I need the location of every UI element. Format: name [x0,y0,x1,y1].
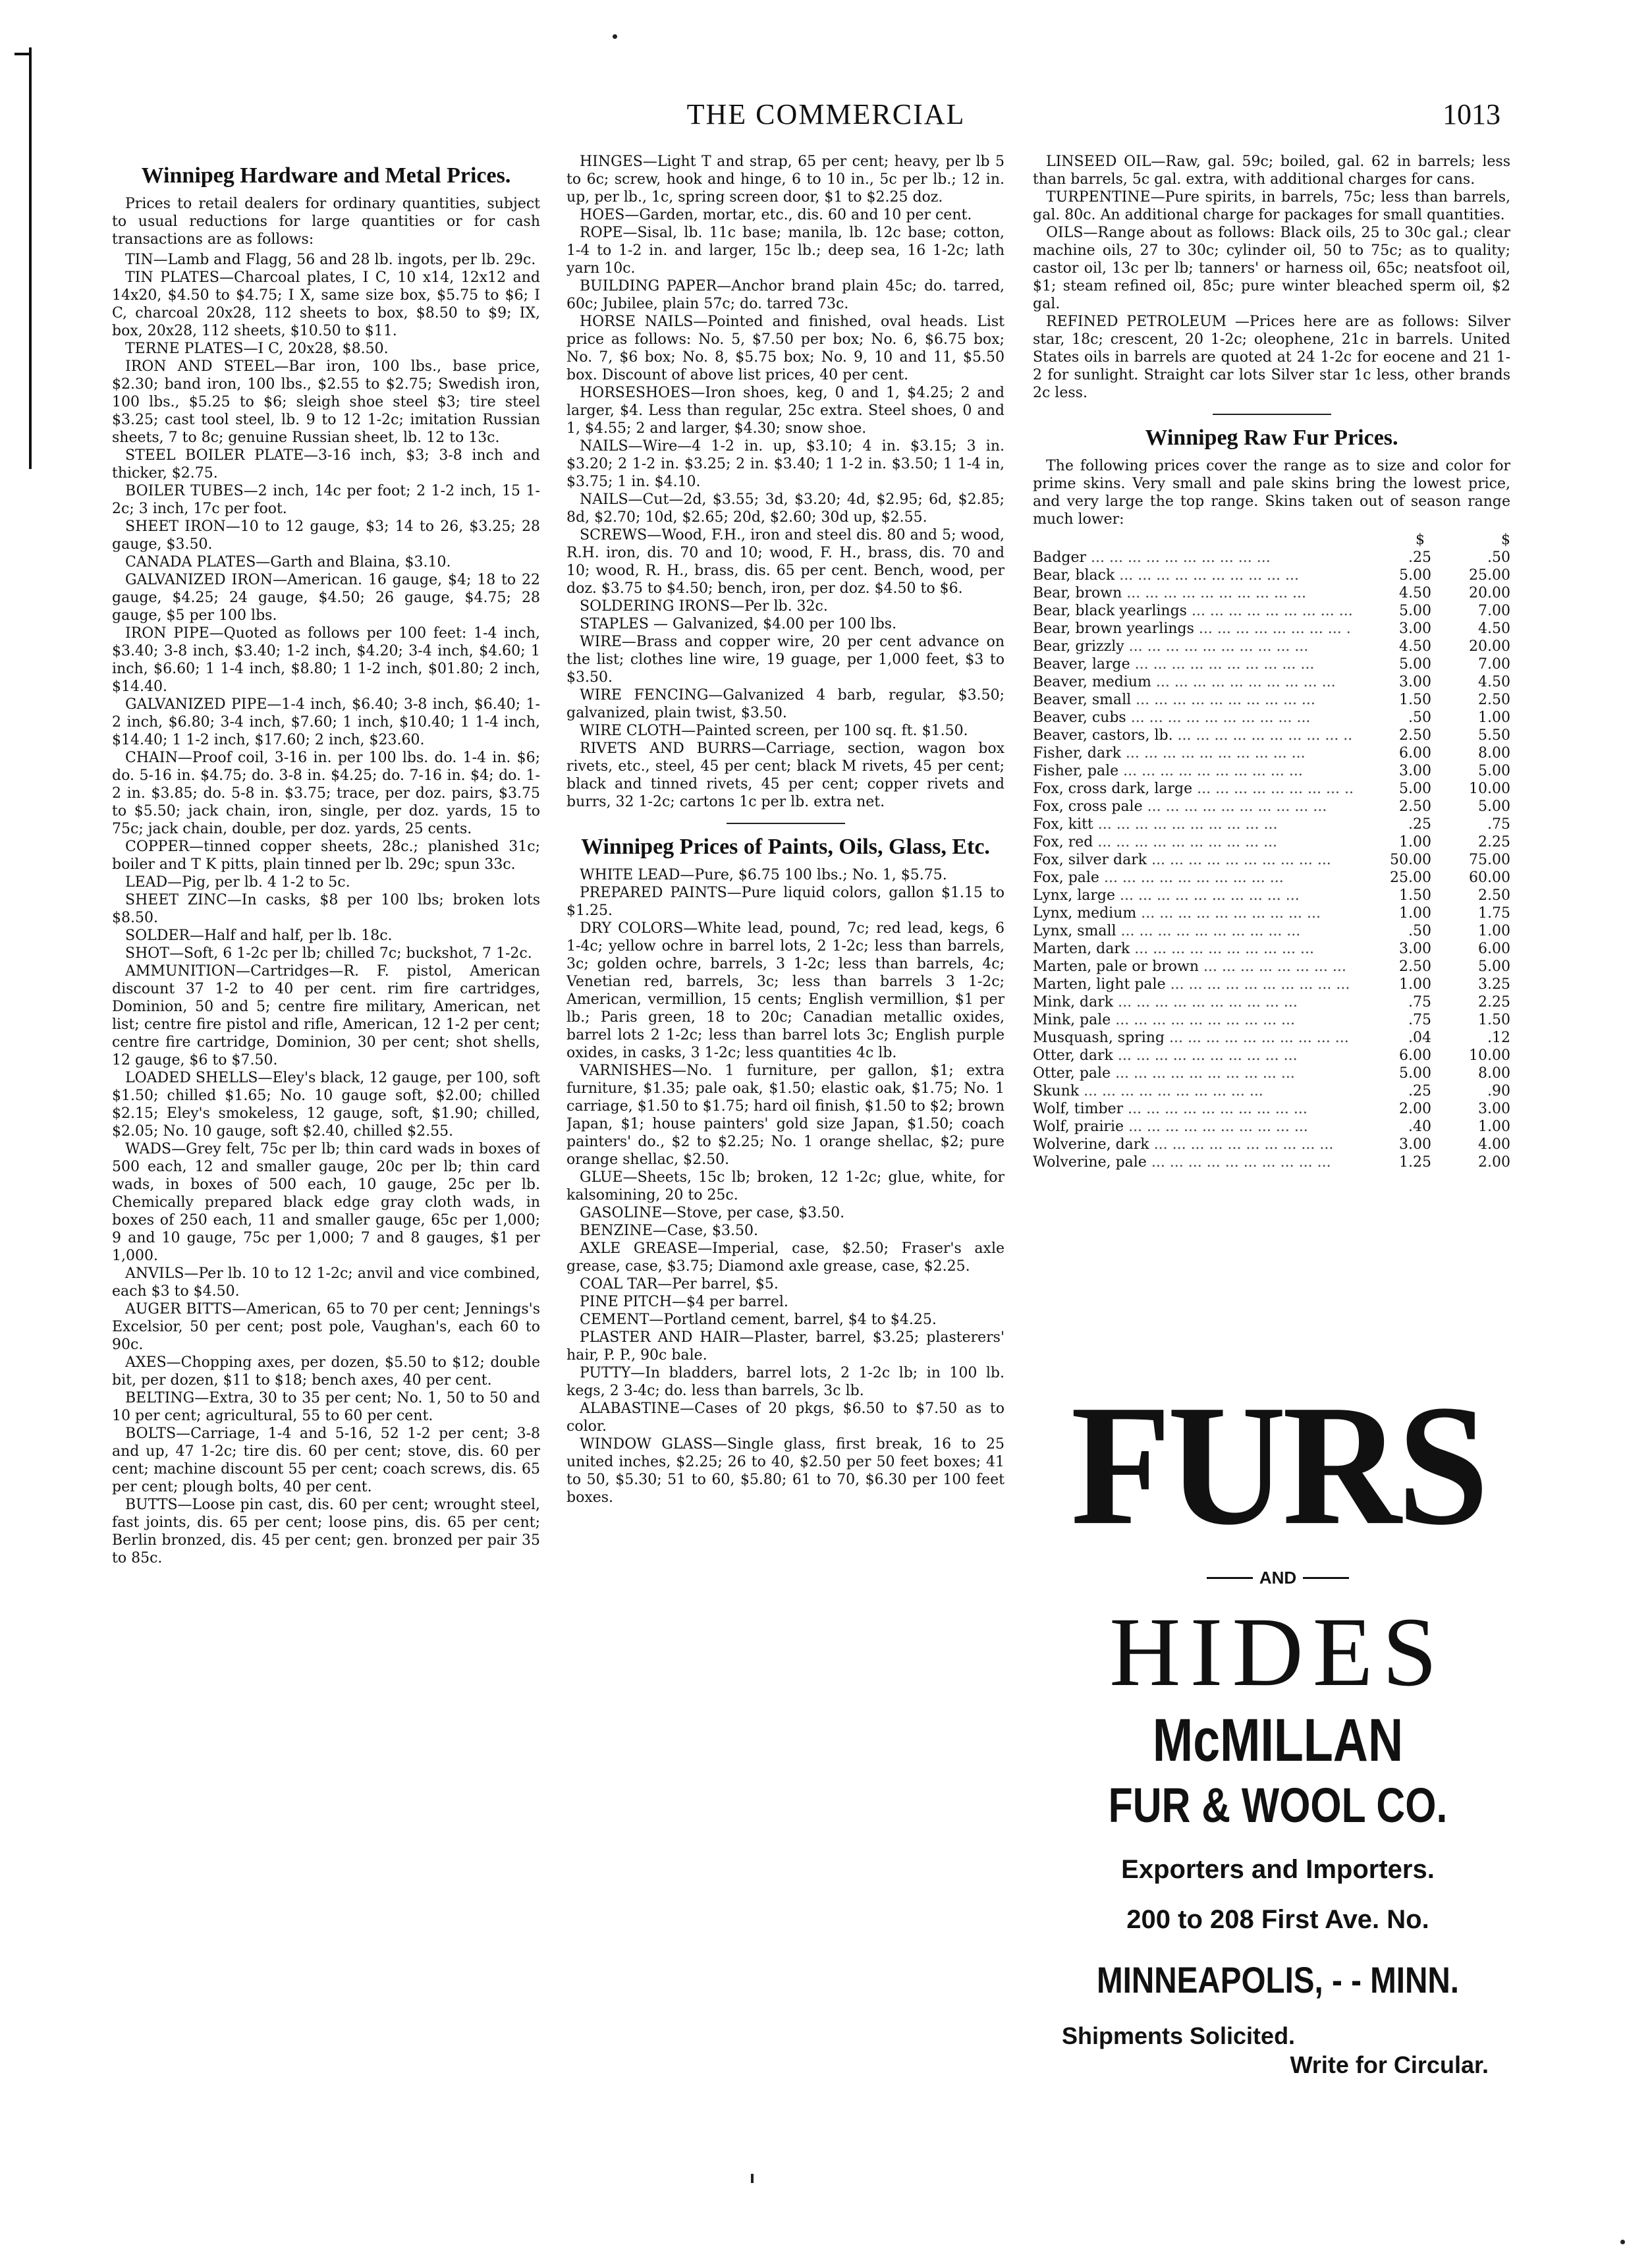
fur-name: Fox, cross dark, large ... . [1033,780,1352,798]
fur-name: Wolf, timber ... . [1033,1100,1352,1118]
fur-high-price: 1.00 [1431,709,1510,727]
fur-high-price: 1.00 [1431,1118,1510,1136]
fur-low-price: 3.00 [1352,620,1431,638]
paints-entry: WHITE LEAD—Pure, $6.75 100 lbs.; No. 1, $5.75. [580,867,947,883]
hardware-entry: LOADED SHELLS—Eley's black, 12 gauge, per 100, soft $1.50; chilled $1.65; No. 10 gauge soft, $2.00; chilled $2.15; Eley's smokeless, 12 gauge, soft, $1.90; chilled, $2.05; No. 10 gauge, soft $2.40, chilled $2.55. [112,1070,540,1140]
fur-price-row [1033,620,1510,638]
fur-low-price: 1.00 [1352,976,1431,993]
fur-price-row [1033,673,1510,691]
fur-low-price: .75 [1352,1011,1431,1029]
fur-low-price: 5.00 [1352,655,1431,673]
fur-name: Bear, brown yearlings ... . [1033,620,1352,638]
fur-price-row [1033,1047,1510,1065]
fur-name: Fox, cross pale ... . [1033,798,1352,816]
ad-tagline: Exporters and Importers. [1121,1855,1435,1884]
fur-low-price: 3.00 [1352,1136,1431,1153]
fur-low-price: .25 [1352,816,1431,833]
hardware-entry: IRON PIPE—Quoted as follows per 100 feet: 1-4 inch, $3.40; 3-8 inch, $3.40; 1-2 inch, $4.20; 3-4 inch, $4.60; 1 inch, $6.60; 1 1-4 inch, $8.80; 1 1-2 inch, $01.80; 2 inch, $14.40. [112,625,540,695]
fur-name: Lynx, small ... . [1033,922,1352,940]
print-speck [613,34,617,39]
column-1 [112,153,540,2215]
hardware-entry: TIN—Lamb and Flagg, 56 and 28 lb. ingots, per lb. 29c. [125,252,536,268]
ad-rule-left [1207,1577,1253,1579]
fur-name: Bear, brown ... . [1033,584,1352,602]
hardware_cont-entry: NAILS—Wire—4 1-2 in. up, $3.10; 4 in. $3.15; 3 in. $3.20; 2 1-2 in. $3.25; 2 in. $3.40; 1 1-2 in. $3.50; 1 1-4 in, $3.75; 1 in. $4.10. [566,438,1005,490]
fur-name: Wolverine, pale ... . [1033,1153,1352,1171]
fur-name: Mink, pale ... . [1033,1011,1352,1029]
low-price-header: $ [1416,532,1425,548]
fur-low-price: 4.50 [1352,638,1431,655]
paints-entry: VARNISHES—No. 1 furniture, per gallon, $1; extra furniture, $1.35; pale oak, $1.50; elastic oak, $1.75; No. 1 carriage, $1.50 to $1.75; hard oil finish, $1.50 to $2; brown Japan, $1; house painters' gold size Japan, $1.50; coach painters' do., $2 to $2.25; No. 1 orange shellac, $2; pure orange shellac, $2.50. [566,1063,1005,1168]
fur-name: Fox, silver dark ... . [1033,851,1352,869]
ad-shipments: Shipments Solicited. [1062,2022,1296,2049]
hardware-entry: BOILER TUBES—2 inch, 14c per foot; 2 1-2 inch, 15 1-2c; 3 inch, 17c per foot. [112,483,540,517]
oils-entry: REFINED PETROLEUM —Prices here are as follows: Silver star, 18c; crescent, 20 1-2c; oleophene, 21c in barrels. United States oils in barrels are quoted at 24 1-2c for eocene and 21 1-2 for sunlight. Straight car lots Silver star 1c less, other brands 2c less. [1033,314,1510,401]
fur-name: Lynx, large ... . [1033,887,1352,904]
fur-low-price: 5.00 [1352,1065,1431,1082]
hardware-entry: AUGER BITTS—American, 65 to 70 per cent; Jennings's Excelsior, 50 per cent; post pole, Vaughan's, each 60 to 90c. [112,1301,540,1353]
fur-price-row [1033,1153,1510,1171]
fur-name: Beaver, cubs ... . [1033,709,1352,727]
fur-high-price: .50 [1431,549,1510,567]
fur-high-price: 10.00 [1431,780,1510,798]
mcmillan-advertisement [1047,1369,1508,2167]
fur-price-row [1033,904,1510,922]
fur-high-price: 25.00 [1431,567,1510,584]
column-2 [566,153,1005,2169]
fur-name: Beaver, large ... . [1033,655,1352,673]
fur-low-price: 50.00 [1352,851,1431,869]
fur-name: Fisher, dark ... . [1033,744,1352,762]
furs-title: Winnipeg Raw Fur Prices. [1145,426,1398,450]
fur-high-price: 8.00 [1431,744,1510,762]
fur-high-price: 4.50 [1431,620,1510,638]
hardware-entry: LEAD—Pig, per lb. 4 1-2 to 5c. [125,874,350,891]
furs-intro: The following prices cover the range as to size and color for prime skins. Very small and pale skins bring the lowest price, and very large the top range. Skins taken out of season range much lower: [1033,458,1510,528]
fur-low-price: .75 [1352,993,1431,1011]
paints-price-list [566,866,1005,1507]
page-number: 1013 [1443,98,1501,130]
fur-low-price: .50 [1352,922,1431,940]
paints-title: Winnipeg Prices of Paints, Oils, Glass, Etc. [581,835,990,859]
fur-low-price: .04 [1352,1029,1431,1047]
fur-low-price: 5.00 [1352,780,1431,798]
hardware-price-list [112,251,540,1567]
fur-name: Beaver, castors, lb. ... . [1033,727,1352,744]
fur-low-price: .40 [1352,1118,1431,1136]
hardware-entry: AXES—Chopping axes, per dozen, $5.50 to $12; double bit, per dozen, $11 to $18; bench axes, 40 per cent. [112,1354,540,1389]
paints-entry: PREPARED PAINTS—Pure liquid colors, gallon $1.15 to $1.25. [566,885,1005,919]
fur-price-row [1033,1100,1510,1118]
fur-price-row [1033,691,1510,709]
fur-high-price: 20.00 [1431,638,1510,655]
fur-high-price: 2.50 [1431,691,1510,709]
hardware-entry: STEEL BOILER PLATE—3-16 inch, $3; 3-8 inch and thicker, $2.75. [112,447,540,482]
hardware-entry: GALVANIZED IRON—American. 16 gauge, $4; 18 to 22 gauge, $4.25; 24 gauge, $4.50; 26 gauge, $4.75; 28 gauge, $5 per 100 lbs. [112,572,540,624]
fur-name: Fox, pale ... . [1033,869,1352,887]
fur-price-table [1033,549,1510,1171]
fur-price-row [1033,727,1510,744]
paints-entry: DRY COLORS—White lead, pound, 7c; red lead, kegs, 6 1-4c; yellow ochre in barrel lots, 2 1-2c; less than barrels, 3c; golden ochre, barrels, 3 1-2c; less than barrels, 4c; Venetian red, barrels, 3c; less than barrels 3 1-2c; American, vermillion, 15 cents; English vermillion, $1 per lb.; Paris green, 18 to 20c; Canadian metallic oxides, barrel lots 2 1-2c; less than barrel lots 3c; English purple oxides, in casks, 3 1-2c; less quantities 4c lb. [566,920,1005,1061]
hardware-entry: WADS—Grey felt, 75c per lb; thin card wads in boxes of 500 each, 12 and smaller gauge, 20c per lb; thin card wads, in boxes of 500 each, 10 gauge, 25c per lb. Chemically prepared black edge gray cloth wads, in boxes of 250 each, 11 and smaller gauge, 65c per 1,000; 9 and 10 gauge, 75c per 1,000; 7 and 8 gauges, $1 per 1,000. [112,1141,540,1264]
hardware_cont-entry: WIRE—Brass and copper wire, 20 per cent advance on the list; clothes line wire, 19 guage, per 1,000 feet, $3 to $3.50. [566,634,1005,686]
fur-price-row [1033,762,1510,780]
fur-price-row [1033,922,1510,940]
hardware_cont-entry: WIRE FENCING—Galvanized 4 barb, regular, $3.50; galvanized, plain twist, $3.50. [566,687,1005,721]
fur-low-price: 3.00 [1352,673,1431,691]
fur-high-price: .90 [1431,1082,1510,1100]
ad-rule-right [1303,1577,1349,1579]
fur-name: Marten, light pale ... . [1033,976,1352,993]
section-divider [1213,414,1331,415]
fur-high-price: 8.00 [1431,1065,1510,1082]
fur-name: Wolverine, dark ... . [1033,1136,1352,1153]
hardware-price-list-continued [566,153,1005,811]
hardware-entry: CHAIN—Proof coil, 3-16 in. per 100 lbs. do. 1-4 in. $6; do. 5-16 in. $4.75; do. 3-8 in. $4.25; do. 7-16 in. $4; do. 1-2 in. $3.85; do. 5-8 in. $3.75; trace, per doz. pairs, $3.75 to $5.50; jack chain, iron, single, per doz. yards, 15 to 75c; jack chain, double, per doz. yards, 25 cents. [112,750,540,837]
section-divider [727,823,845,824]
paints-entry: CEMENT—Portland cement, barrel, $4 to $4.25. [580,1312,937,1328]
hardware-intro: Prices to retail dealers for ordinary quantities, subject to usual reductions for large quantities or for cash transactions are as follows: [112,196,540,248]
hardware-entry: TIN PLATES—Charcoal plates, I C, 10 x14, 12x12 and 14x20, $4.50 to $4.75; I X, same size box, $5.75 to $6; I C, charcoal 20x28, 112 sheets to box, $8.50 to $9; IX, box, 20x28, 112 sheets, $10.50 to $11. [112,269,540,339]
fur-low-price: 1.50 [1352,887,1431,904]
fur-price-row [1033,1065,1510,1082]
hardware-entry: ANVILS—Per lb. 10 to 12 1-2c; anvil and vice combined, each $3 to $4.50. [112,1265,540,1300]
fur-name: Bear, black yearlings ... . [1033,602,1352,620]
fur-high-price: 75.00 [1431,851,1510,869]
fur-high-price: 1.75 [1431,904,1510,922]
hardware-entry: BELTING—Extra, 30 to 35 per cent; No. 1, 50 to 50 and 10 per cent; agricultural, 55 to 60 per cent. [112,1390,540,1424]
oils-entry: LINSEED OIL—Raw, gal. 59c; boiled, gal. 62 in barrels; less than barrels, 5c gal. extra, with additional charges for cans. [1033,153,1510,188]
hardware_cont-entry: SCREWS—Wood, F.H., iron and steel dis. 80 and 5; wood, R.H. iron, dis. 70 and 10; wood, F. H., brass, dis. 70 and 10; wood, R. H., brass, dis. 65 per cent. Bench, wood, per doz. $3.75 to $4.50; bench, iron, per doz. $4.50 to $6. [566,527,1005,597]
fur-high-price: 3.25 [1431,976,1510,993]
fur-high-price: 2.25 [1431,833,1510,851]
fur-price-row [1033,602,1510,620]
fur-name: Mink, dark ... . [1033,993,1352,1011]
fur-high-price: 6.00 [1431,940,1510,958]
paints-entry: PLASTER AND HAIR—Plaster, barrel, $3.25; plasterers' hair, P. P., 90c bale. [566,1329,1005,1364]
fur-price-row [1033,584,1510,602]
high-price-header: $ [1501,532,1510,548]
fur-low-price: 2.50 [1352,727,1431,744]
fur-price-row [1033,655,1510,673]
fur-price-row [1033,567,1510,584]
fur-price-header [1033,531,1510,549]
fur-high-price: 1.00 [1431,922,1510,940]
fur-low-price: 2.50 [1352,798,1431,816]
hardware-entry: AMMUNITION—Cartridges—R. F. pistol, American discount 37 1-2 to 40 per cent. rim fire cartridges, Dominion, 50 and 5; centre fire military, American, net list; centre fire pistol and rifle, American, 12 1-2 per cent; centre fire cartridge, Dominion, 30 per cent; shot shells, 12 gauge, $6 to $7.50. [112,963,540,1068]
hardware-entry: BOLTS—Carriage, 1-4 and 5-16, 52 1-2 per cent; 3-8 and up, 47 1-2c; tire dis. 60 per cent; stove, dis. 60 per cent; machine discount 55 per cent; coach screws, dis. 65 per cent; plough bolts, 40 per cent. [112,1425,540,1495]
fur-price-row [1033,744,1510,762]
fur-price-row [1033,851,1510,869]
fur-price-row [1033,780,1510,798]
hardware-title: Winnipeg Hardware and Metal Prices. [141,163,511,188]
binding-tick [14,53,32,55]
fur-low-price: 6.00 [1352,744,1431,762]
fur-high-price: 4.50 [1431,673,1510,691]
fur-high-price: 5.00 [1431,762,1510,780]
fur-low-price: 1.50 [1352,691,1431,709]
fur-name: Bear, black ... . [1033,567,1352,584]
fur-low-price: 2.50 [1352,958,1431,976]
hardware_cont-entry: HOES—Garden, mortar, etc., dis. 60 and 10 per cent. [580,207,972,223]
fur-name: Marten, pale or brown ... . [1033,958,1352,976]
fur-high-price: 5.50 [1431,727,1510,744]
paints-entry: BENZINE—Case, $3.50. [580,1223,758,1239]
fur-high-price: 5.00 [1431,798,1510,816]
fur-high-price: .75 [1431,816,1510,833]
fur-price-row [1033,869,1510,887]
hardware-entry: COPPER—tinned copper sheets, 28c.; planished 31c; boiler and T K pitts, plain tinned per lb. 29c; spun 33c. [112,839,540,873]
paints-entry: ALABASTINE—Cases of 20 pkgs, $6.50 to $7.50 as to color. [566,1400,1005,1435]
fur-high-price: 2.25 [1431,993,1510,1011]
hardware_cont-entry: ROPE—Sisal, lb. 11c base; manila, lb. 12c base; cotton, 1-4 to 1-2 in. and larger, 15c lb.; deep sea, 16 1-2c; lath yarn 10c. [566,225,1005,277]
hardware-entry: CANADA PLATES—Garth and Blaina, $3.10. [125,554,451,570]
ad-address: 200 to 208 First Ave. No. [1126,1905,1429,1934]
fur-high-price: 10.00 [1431,1047,1510,1065]
fur-name: Fisher, pale ... . [1033,762,1352,780]
fur-price-row [1033,833,1510,851]
fur-high-price: 3.00 [1431,1100,1510,1118]
paints-entry: PUTTY—In bladders, barrel lots, 2 1-2c lb; in 100 lb. kegs, 2 3-4c; do. less than barrels, 3c lb. [566,1365,1005,1399]
print-speck [751,2174,754,2183]
hardware_cont-entry: RIVETS AND BURRS—Carriage, section, wagon box rivets, etc., steel, 45 per cent; black M rivets, 45 per cent; black and tinned rivets, 45 per cent; copper rivets and burrs, 32 1-2c; cartons 1c per lb. extra net. [566,740,1005,810]
fur-low-price: .25 [1352,549,1431,567]
fur-high-price: .12 [1431,1029,1510,1047]
fur-high-price: 60.00 [1431,869,1510,887]
ad-hides: HIDES [1109,1597,1446,1707]
fur-low-price: 1.25 [1352,1153,1431,1171]
fur-price-row [1033,1136,1510,1153]
fur-price-row [1033,976,1510,993]
print-speck [1620,2240,1625,2244]
fur-high-price: 5.00 [1431,958,1510,976]
fur-low-price: 2.00 [1352,1100,1431,1118]
hardware_cont-entry: STAPLES — Galvanized, $4.00 per 100 lbs. [580,616,897,632]
fur-high-price: 7.00 [1431,602,1510,620]
fur-low-price: 25.00 [1352,869,1431,887]
fur-low-price: 5.00 [1352,602,1431,620]
fur-low-price: 1.00 [1352,833,1431,851]
fur-price-row [1033,940,1510,958]
page-header [0,97,1652,137]
ad-city: MINNEAPOLIS, - - MINN. [1096,1959,1460,2001]
fur-low-price: 3.00 [1352,940,1431,958]
fur-name: Fox, red ... . [1033,833,1352,851]
hardware-entry: BUTTS—Loose pin cast, dis. 60 per cent; wrought steel, fast joints, dis. 65 per cent; loose pins, dis. 65 per cent; Berlin bronzed, dis. 45 per cent; gen. bronzed per pair 35 to 85c. [112,1497,540,1566]
fur-low-price: 6.00 [1352,1047,1431,1065]
fur-name: Badger ... . [1033,549,1352,567]
hardware-entry: SHEET IRON—10 to 12 gauge, $3; 14 to 26, $3.25; 28 gauge, $3.50. [112,518,540,553]
hardware_cont-entry: BUILDING PAPER—Anchor brand plain 45c; do. tarred, 60c; Jubilee, plain 57c; do. tarred 73c. [566,278,1005,312]
fur-price-row [1033,1011,1510,1029]
fur-name: Wolf, prairie ... . [1033,1118,1352,1136]
hardware_cont-entry: WIRE CLOTH—Painted screen, per 100 sq. ft. $1.50. [580,723,968,739]
fur-low-price: .50 [1352,709,1431,727]
fur-price-row [1033,816,1510,833]
fur-price-row [1033,549,1510,567]
ad-and-line [1047,1568,1508,1588]
fur-low-price: 5.00 [1352,567,1431,584]
paints-entry: PINE PITCH—$4 per barrel. [580,1294,788,1310]
fur-name: Bear, grizzly ... . [1033,638,1352,655]
paints-entry: GLUE—Sheets, 15c lb; broken, 12 1-2c; glue, white, for kalsomining, 20 to 25c. [566,1169,1005,1203]
hardware_cont-entry: HINGES—Light T and strap, 65 per cent; heavy, per lb 5 to 6c; screw, hook and hinge, 6 to 10 in., 5c per lb.; 12 in. up, per lb., 1c, spring screen door, $1 to $2.25 doz. [566,153,1005,206]
fur-price-row [1033,958,1510,976]
hardware-entry: SHEET ZINC—In casks, $8 per 100 lbs; broken lots $8.50. [112,892,540,926]
fur-name: Skunk ... . [1033,1082,1352,1100]
hardware-entry: SHOT—Soft, 6 1-2c per lb; chilled 7c; buckshot, 7 1-2c. [125,945,532,962]
fur-high-price: 4.00 [1431,1136,1510,1153]
fur-name: Lynx, medium ... . [1033,904,1352,922]
ad-company-name: McMILLAN [1152,1707,1404,1774]
fur-high-price: 1.50 [1431,1011,1510,1029]
fur-price-row [1033,993,1510,1011]
fur-price-row [1033,887,1510,904]
fur-price-row [1033,709,1510,727]
fur-low-price: 1.00 [1352,904,1431,922]
ad-circular: Write for Circular. [1290,2051,1489,2078]
fur-low-price: .25 [1352,1082,1431,1100]
fur-name: Otter, dark ... . [1033,1047,1352,1065]
fur-price-row [1033,1029,1510,1047]
fur-high-price: 2.00 [1431,1153,1510,1171]
paints-entry: GASOLINE—Stove, per case, $3.50. [580,1205,845,1221]
fur-price-row [1033,1082,1510,1100]
hardware-entry: IRON AND STEEL—Bar iron, 100 lbs., base price, $2.30; band iron, 100 lbs., $2.55 to $2.75; Swedish iron, 100 lbs., $5.25 to $6; sleigh shoe steel $3; tire steel $3.25; cast tool steel, lb. 9 to 12 1-2c; imitation Russian sheets, 7 to 8c; genuine Russian sheet, lb. 12 to 13c. [112,358,540,446]
fur-price-row [1033,638,1510,655]
oils-price-list [1033,153,1510,402]
hardware_cont-entry: HORSE NAILS—Pointed and finished, oval heads. List price as follows: No. 5, $7.50 per box; No. 6, $6.75 box; No. 7, $6 box; No. 8, $5.75 box; No. 9, 10 and 11, $5.50 box. Discount of above list prices, 40 per cent. [566,314,1005,383]
ad-company-subname: FUR & WOOL CO. [1108,1778,1448,1833]
fur-low-price: 3.00 [1352,762,1431,780]
journal-title: THE COMMERCIAL [686,98,966,130]
fur-name: Musquash, spring ... . [1033,1029,1352,1047]
hardware_cont-entry: NAILS—Cut—2d, $3.55; 3d, $3.20; 4d, $2.95; 6d, $2.85; 8d, $2.70; 10d, $2.65; 20d, $2.60; 30d up, $2.55. [566,491,1005,526]
ad-and: AND [1259,1568,1297,1588]
hardware-entry: GALVANIZED PIPE—1-4 inch, $6.40; 3-8 inch, $6.40; 1-2 inch, $6.80; 3-4 inch, $7.60; 1 inch, $10.40; 1 1-4 inch, $14.40; 1 1-2 inch, $17.60; 2 inch, $23.60. [112,696,540,748]
oils-entry: OILS—Range about as follows: Black oils, 25 to 30c gal.; clear machine oils, 27 to 30c; cylinder oil, 50 to 75c; as to quality; castor oil, 13c per lb; tanners' or harness oil, 65c; neatsfoot oil, $1; steam refined oil, 85c; pure winter bleached sperm oil, $2 gal. [1033,225,1510,312]
fur-high-price: 2.50 [1431,887,1510,904]
fur-name: Otter, pale ... . [1033,1065,1352,1082]
fur-high-price: 7.00 [1431,655,1510,673]
hardware-entry: TERNE PLATES—I C, 20x28, $8.50. [125,341,389,357]
ad-headline: FURS [1070,1369,1485,1561]
paints-entry: COAL TAR—Per barrel, $5. [580,1276,779,1292]
fur-name: Fox, kitt ... . [1033,816,1352,833]
hardware_cont-entry: HORSESHOES—Iron shoes, keg, 0 and 1, $4.25; 2 and larger, $4. Less than regular, 25c extra. Steel shoes, 0 and 1, $4.55; 2 and larger, $4.30; snow shoe. [566,385,1005,437]
oils-entry: TURPENTINE—Pure spirits, in barrels, 75c; less than barrels, gal. 80c. An additional charge for packages for small quantities. [1033,189,1510,223]
paints-entry: WINDOW GLASS—Single glass, first break, 16 to 25 united inches, $2.25; 26 to 40, $2.50 per 50 feet boxes; 41 to 50, $5.30; 51 to 60, $5.80; 61 to 70, $6.30 per 100 feet boxes. [566,1436,1005,1506]
fur-name: Beaver, small ... . [1033,691,1352,709]
fur-price-row [1033,798,1510,816]
fur-price-row [1033,1118,1510,1136]
hardware-entry: SOLDER—Half and half, per lb. 18c. [125,927,393,944]
paints-entry: AXLE GREASE—Imperial, case, $2.50; Fraser's axle grease, case, $3.75; Diamond axle grease, case, $2.25. [566,1240,1005,1275]
hardware_cont-entry: SOLDERING IRONS—Per lb. 32c. [580,598,828,615]
fur-high-price: 20.00 [1431,584,1510,602]
fur-low-price: 4.50 [1352,584,1431,602]
fur-name: Beaver, medium ... . [1033,673,1352,691]
fur-name: Marten, dark ... . [1033,940,1352,958]
